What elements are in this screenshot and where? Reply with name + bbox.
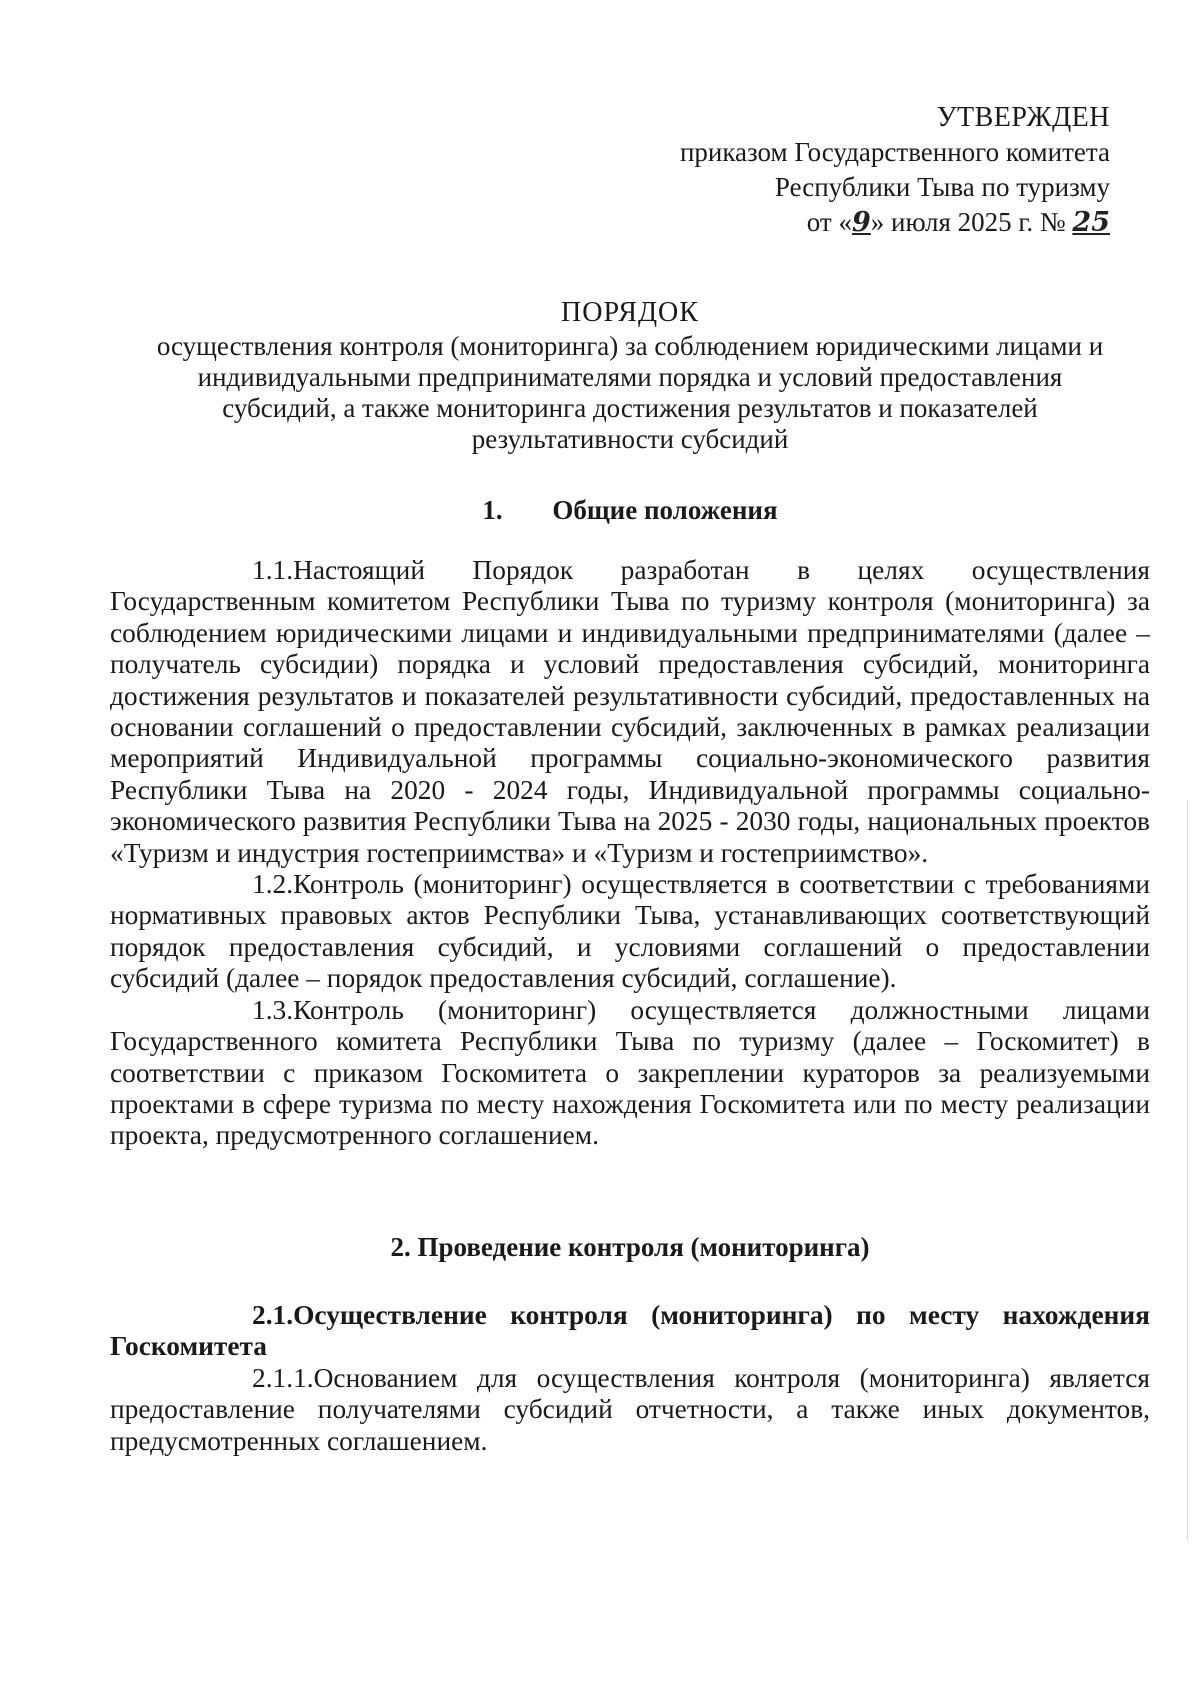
approval-line-1: приказом Государственного комитета [679, 137, 1110, 167]
subsection-title: Осуществление контроля (мониторинга) по месту нахождения Госкомитета [110, 1300, 1150, 1362]
paragraph-number: 2.1.1. [252, 1362, 314, 1393]
paragraph-number: 1.2. [252, 869, 294, 900]
section-2-number: 2. [390, 1232, 411, 1262]
paragraph-1-3 [110, 995, 1150, 1152]
paragraph-1-2 [110, 869, 1150, 995]
document-title [110, 297, 1150, 455]
subtitle-line-1: осуществления контроля (мониторинга) за соблюдением юридическими лицами и [156, 331, 1104, 361]
approval-date-line [680, 205, 1110, 240]
subtitle-line-3: субсидий, а также мониторинга достижения результатов и показателей [222, 393, 1038, 423]
paragraph-text: Основанием для осуществления контроля (мониторинга) является предоставление получателями субсидий отчетности, а также иных документов, предусмотренных соглашением. [110, 1362, 1150, 1456]
date-mid: » июля 2025 г. № [870, 207, 1066, 237]
title-main: ПОРЯДОК [561, 297, 699, 328]
subtitle-line-4: результативности субсидий [471, 424, 789, 454]
paragraph-text: Настоящий Порядок разработан в целях осуществления Государственным комитетом Республики Тыва по туризму контроля (мониторинга) за соблюдением юридическими лицами и индивидуальными предпринимателями (далее – получатель субсидии) порядка и условий предоставления субсидий, мониторинга достижения результатов и показателей результативности субсидий, предоставленных на основании соглашений о предоставлении субсидий, заключенных в рамках реализации мероприятий Индивидуальной программы социально-экономического развития Республики Тыва на 2020 - 2024 годы, Индивидуальной программы социально-экономического развития Республики Тыва на 2025 - 2030 годы, национальных проектов «Туризм и индустрия гостеприимства» и «Туризм и гостеприимство». [110, 555, 1150, 868]
paragraph-2-1-1 [110, 1363, 1150, 1457]
section-2-body [110, 1300, 1150, 1457]
paragraph-number: 1.3. [252, 994, 294, 1025]
section-2-title: Проведение контроля (мониторинга) [417, 1232, 870, 1262]
subtitle-line-2: индивидуальными предпринимателями порядка и условий предоставления [197, 362, 1063, 392]
handwritten-day: 9 [851, 207, 871, 238]
paragraph-text: Контроль (мониторинг) осуществляется в соответствии с требованиями нормативных правовых актов Республики Тыва, устанавливающих соответствующий порядок предоставления субсидий, и условиями соглашений о предоставлении субсидий (далее – порядок предоставления субсидий, соглашение). [110, 869, 1150, 994]
date-prefix: от « [806, 207, 852, 237]
section-1-heading [110, 495, 1150, 526]
subsection-number: 2.1. [252, 1300, 294, 1330]
section-1-body [110, 555, 1150, 1152]
approval-block [680, 100, 1110, 240]
scan-edge-line [1187, 800, 1188, 1540]
handwritten-order-number: 25 [1072, 207, 1110, 238]
paragraph-number: 1.1. [252, 555, 294, 585]
section-1-title: Общие положения [552, 495, 778, 525]
approval-line-2: Республики Тыва по туризму [774, 172, 1110, 202]
subsection-2-1-heading [110, 1300, 1150, 1363]
section-1-number: 1. [482, 495, 503, 525]
paragraph-text: Контроль (мониторинг) осуществляется должностными лицами Государственного комитета Республики Тыва по туризму (далее – Госкомитет) в соответствии с приказом Госкомитета о закреплении кураторов за реализуемыми проектами в сфере туризма по месту нахождения Госкомитета или по месту реализации проекта, предусмотренного соглашением. [110, 994, 1150, 1151]
section-2-heading [110, 1232, 1150, 1263]
paragraph-1-1 [110, 555, 1150, 869]
approval-stamp: УТВЕРЖДЕН [936, 102, 1110, 133]
